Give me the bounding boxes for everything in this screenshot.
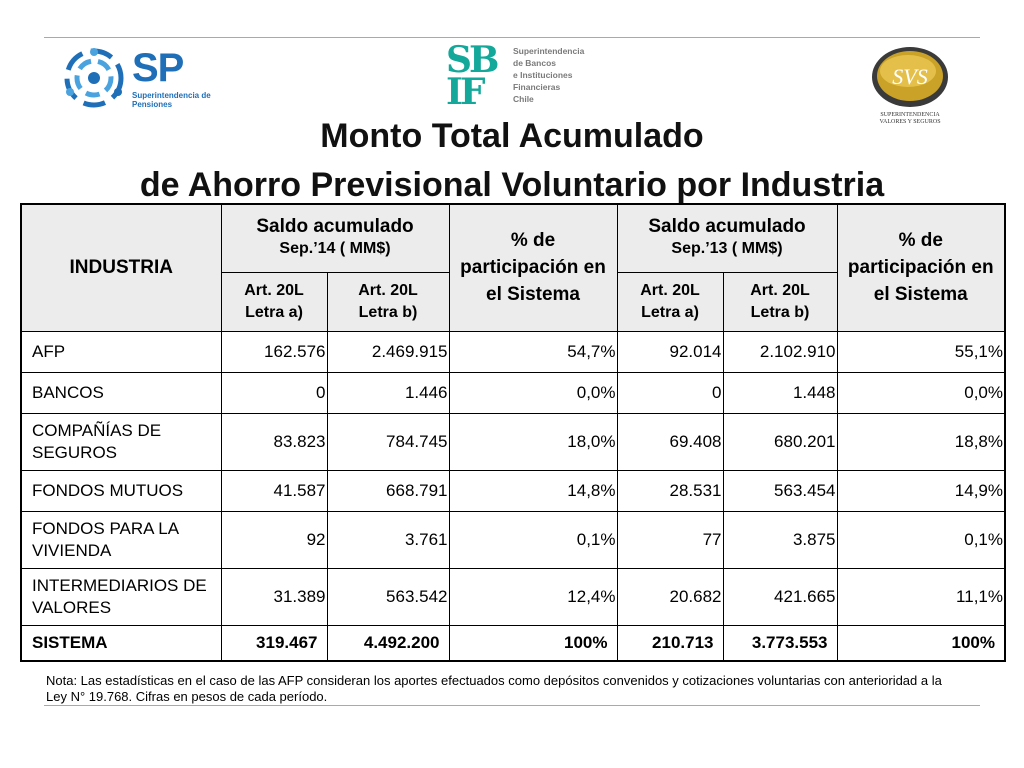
- header-art-line2: Letra a): [245, 303, 303, 321]
- page-title-line1: Monto Total Acumulado: [320, 117, 704, 155]
- cell-art-b-2013: 1.448: [723, 372, 837, 413]
- cell-share-2014: 54,7%: [449, 331, 617, 372]
- svs-caption-line1: SUPERINTENDENCIA: [880, 112, 940, 118]
- sbif-letters-bottom: IF: [446, 71, 483, 113]
- cell-share-2014: 18,0%: [449, 413, 617, 470]
- cell-art-a-2013: 77: [617, 511, 723, 568]
- cell-art-a-2013: 0: [617, 372, 723, 413]
- header-art-b-2014: [327, 272, 449, 331]
- cell-art-b-2014: 2.469.915: [327, 331, 449, 372]
- header-industry: INDUSTRIA: [21, 204, 221, 331]
- total-art-b-2013: 3.773.553: [723, 625, 837, 661]
- cell-art-a-2013: 28.531: [617, 470, 723, 511]
- cell-art-a-2014: 92: [221, 511, 327, 568]
- header-share-2013: % de participación en el Sistema: [837, 204, 1005, 331]
- cell-art-a-2014: 83.823: [221, 413, 327, 470]
- total-art-a-2014: 319.467: [221, 625, 327, 661]
- sbif-caption-line: Chile: [513, 94, 534, 104]
- sp-logo-letters: SP: [132, 46, 184, 90]
- cell-art-b-2014: 1.446: [327, 372, 449, 413]
- cell-share-2013: 11,1%: [837, 568, 1005, 625]
- industry-name: FONDOS PARA LA VIVIENDA: [21, 511, 221, 568]
- cell-share-2014: 12,4%: [449, 568, 617, 625]
- industry-name: COMPAÑÍAS DE SEGUROS: [21, 413, 221, 470]
- header-art-line1: Art. 20L: [640, 281, 700, 299]
- table-row: [21, 331, 1005, 372]
- header-art-a-2014: [221, 272, 327, 331]
- sbif-letters: [446, 39, 508, 113]
- header-art-line1: Art. 20L: [358, 281, 418, 299]
- footnote: Nota: Las estadísticas en el caso de las AFP consideran los aportes efectuados como depósitos convenidos y cotizaciones voluntarias con anterioridad a la Ley N° 19.768. Cifras en pesos de cada período.: [46, 673, 942, 704]
- cell-art-b-2013: 421.665: [723, 568, 837, 625]
- svs-emblem-icon: [868, 44, 952, 110]
- cell-art-a-2014: 0: [221, 372, 327, 413]
- header-share-2014: % de participación en el Sistema: [449, 204, 617, 331]
- sbif-caption: [513, 45, 584, 105]
- industry-name: FONDOS MUTUOS: [21, 470, 221, 511]
- total-art-a-2013: 210.713: [617, 625, 723, 661]
- sp-caption-line2: Pensiones: [132, 100, 173, 109]
- header-art-line1: Art. 20L: [244, 281, 304, 299]
- total-name: SISTEMA: [21, 625, 221, 661]
- cell-art-b-2014: 784.745: [327, 413, 449, 470]
- total-art-b-2014: 4.492.200: [327, 625, 449, 661]
- cell-art-b-2014: 563.542: [327, 568, 449, 625]
- cell-share-2014: 0,0%: [449, 372, 617, 413]
- industry-name: BANCOS: [21, 372, 221, 413]
- cell-art-b-2013: 680.201: [723, 413, 837, 470]
- cell-art-b-2014: 668.791: [327, 470, 449, 511]
- table-row: [21, 511, 1005, 568]
- cell-share-2014: 14,8%: [449, 470, 617, 511]
- header-balance-2014: [221, 204, 449, 272]
- industry-savings-table: [20, 203, 1006, 662]
- cell-art-b-2013: 563.454: [723, 470, 837, 511]
- sbif-caption-line: de Bancos: [513, 58, 556, 68]
- industry-name: INTERMEDIARIOS DE VALORES: [21, 568, 221, 625]
- cell-art-a-2014: 41.587: [221, 470, 327, 511]
- sbif-letters-top: SB: [446, 39, 497, 81]
- cell-share-2013: 0,1%: [837, 511, 1005, 568]
- header-art-b-2013: [723, 272, 837, 331]
- cell-share-2013: 14,9%: [837, 470, 1005, 511]
- table-row: [21, 470, 1005, 511]
- industry-name: AFP: [21, 331, 221, 372]
- sp-caption-line1: Superintendencia de: [132, 91, 211, 100]
- cell-art-a-2014: 31.389: [221, 568, 327, 625]
- table-row: [21, 413, 1005, 470]
- table-row: [21, 568, 1005, 625]
- sp-logo-caption: [132, 91, 211, 109]
- sp-logo: [58, 46, 218, 110]
- cell-art-b-2014: 3.761: [327, 511, 449, 568]
- cell-art-b-2013: 2.102.910: [723, 331, 837, 372]
- cell-share-2013: 55,1%: [837, 331, 1005, 372]
- header-balance-2013-period: Sep.’13 ( MM$): [671, 240, 783, 258]
- sbif-caption-line: Superintendencia: [513, 46, 585, 56]
- header-art-line2: Letra b): [750, 303, 810, 321]
- total-share-2013: 100%: [837, 625, 1005, 661]
- sp-emblem-icon: [58, 46, 130, 110]
- cell-art-a-2013: 92.014: [617, 331, 723, 372]
- svs-caption-line2: VALORES Y SEGUROS: [879, 119, 941, 125]
- top-divider: [44, 37, 980, 38]
- page-title-line2: de Ahorro Previsional Voluntario por Industria: [139, 166, 885, 204]
- cell-share-2013: 18,8%: [837, 413, 1005, 470]
- header-art-line2: Letra a): [641, 303, 699, 321]
- header-balance-2013: [617, 204, 837, 272]
- total-share-2014: 100%: [449, 625, 617, 661]
- cell-share-2013: 0,0%: [837, 372, 1005, 413]
- table-row: [21, 372, 1005, 413]
- cell-art-a-2014: 162.576: [221, 331, 327, 372]
- cell-art-a-2013: 20.682: [617, 568, 723, 625]
- header-art-line2: Letra b): [358, 303, 418, 321]
- header-art-a-2013: [617, 272, 723, 331]
- header-balance-2014-period: Sep.’14 ( MM$): [279, 240, 391, 258]
- sbif-caption-line: e Instituciones: [513, 70, 573, 80]
- svs-initials: SVS: [892, 64, 928, 89]
- total-row: [21, 625, 1005, 661]
- sbif-logo: [446, 39, 586, 118]
- cell-art-a-2013: 69.408: [617, 413, 723, 470]
- cell-share-2014: 0,1%: [449, 511, 617, 568]
- header-art-line1: Art. 20L: [750, 281, 810, 299]
- header-balance-2013-title: Saldo acumulado: [648, 216, 806, 238]
- header-balance-2014-title: Saldo acumulado: [256, 216, 414, 238]
- sbif-caption-line: Financieras: [513, 82, 561, 92]
- cell-art-b-2013: 3.875: [723, 511, 837, 568]
- bottom-divider: [44, 705, 980, 706]
